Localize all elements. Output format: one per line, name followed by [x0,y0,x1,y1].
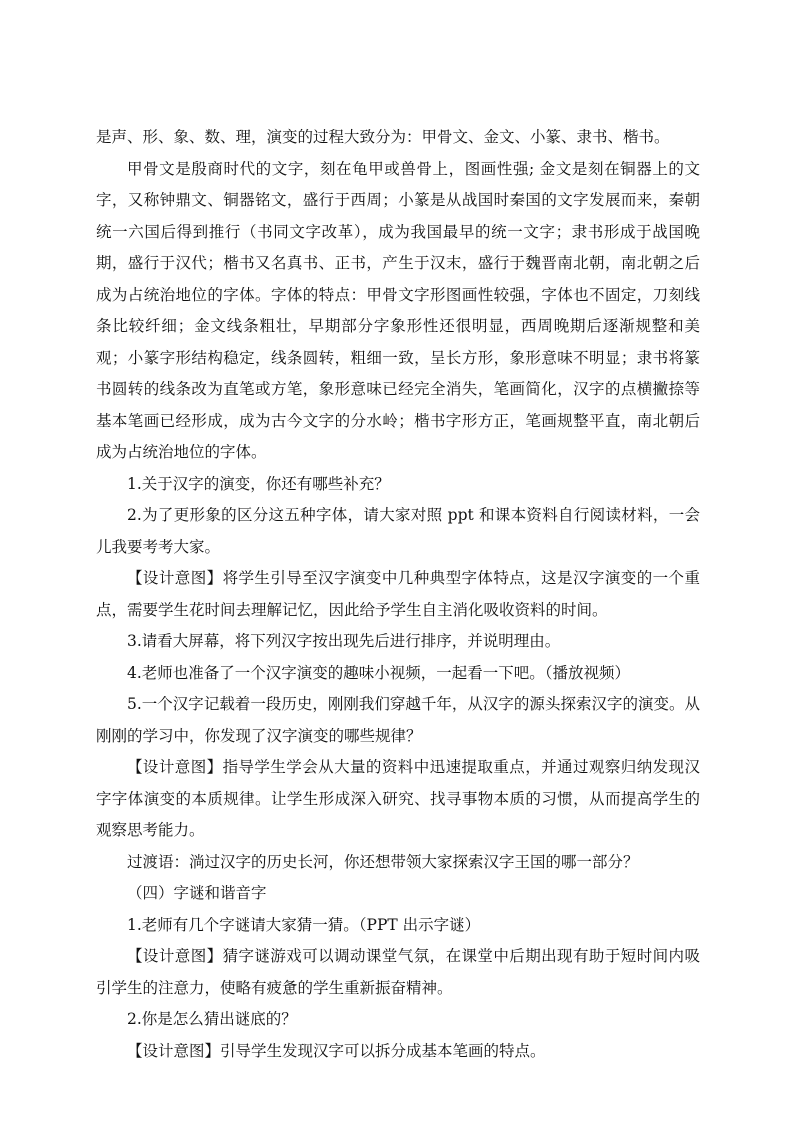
paragraph-12: 1.老师有几个字谜请大家猜一猜。（PPT 出示字谜） [127,915,481,934]
paragraph-15: 【设计意图】引导学生发现汉字可以拆分成基本笔画的特点。 [127,1041,546,1060]
paragraph-7: 4.老师也准备了一个汉字演变的趣味小视频，一起看一下吧。（播放视频） [127,663,631,682]
document-body [96,122,700,1067]
paragraph-13: 【设计意图】猜字谜游戏可以调动课堂气氛，在课堂中后期出现有助于短时间内吸引学生的注意力，使略有疲惫的学生重新振奋精神。 [96,947,700,997]
paragraph-14: 2.你是怎么猜出谜底的？ [127,1010,297,1028]
paragraph-8: 5.一个汉字记载着一段历史，刚刚我们穿越千年，从汉字的源头探索汉字的演变。从刚刚的学习中，你发现了汉字演变的哪些规律？ [96,695,700,745]
paragraph-4: 2.为了更形象的区分这五种字体，请大家对照 ppt 和课本资料自行阅读材料，一会儿我要考考大家。 [96,506,700,556]
paragraph-3: 1.关于汉字的演变，你还有哪些补充？ [127,474,390,493]
paragraph-10: 过渡语：淌过汉字的历史长河，你还想带领大家探索汉字王国的哪一部分？ [127,852,639,871]
section-heading: （四）字谜和谐音字 [127,884,267,902]
paragraph-9: 【设计意图】指导学生学会从大量的资料中迅速提取重点，并通过观察归纳发现汉字字体演变的本质规律。让学生形成深入研究、找寻事物本质的习惯，从而提高学生的观察思考能力。 [96,758,700,839]
paragraph-1: 是声、形、象、数、理，演变的过程大致分为：甲骨文、金文、小篆、隶书、楷书。 [96,128,670,146]
paragraph-6: 3.请看大屏幕，将下列汉字按出现先后进行排序，并说明理由。 [127,632,561,650]
paragraph-5: 【设计意图】将学生引导至汉字演变中几种典型字体特点，这是汉字演变的一个重点，需要学生花时间去理解记忆，因此给予学生自主消化吸收资料的时间。 [96,569,700,619]
paragraph-2: 甲骨文是殷商时代的文字，刻在龟甲或兽骨上，图画性强; 金文是刻在铜器上的文字，又称钟鼎文、铜器铭文，盛行于西周；小篆是从战国时秦国的文字发展而来，秦朝统一六国后得到推行（书同文字改革），成为我国最早的统一文字；隶书形成于战国晚期，盛行于汉代；楷书又名真书、正书，产生于汉末，盛行于魏晋南北朝，南北朝之后成为占统治地位的字体。字体的特点：甲骨文字形图画性较强，字体也不固定，刀刻线条比较纤细；金文线条粗壮，早期部分字象形性还很明显，西周晚期后逐渐规整和美观；小篆字形结构稳定，线条圆转，粗细一致，呈长方形，象形意味不明显；隶书将篆书圆转的线条改为直笔或方笔，象形意味已经完全消失，笔画简化，汉字的点横撇捺等基本笔画已经形成，成为古今文字的分水岭；楷书字形方正，笔画规整平直，南北朝后成为占统治地位的字体。 [96,159,700,461]
